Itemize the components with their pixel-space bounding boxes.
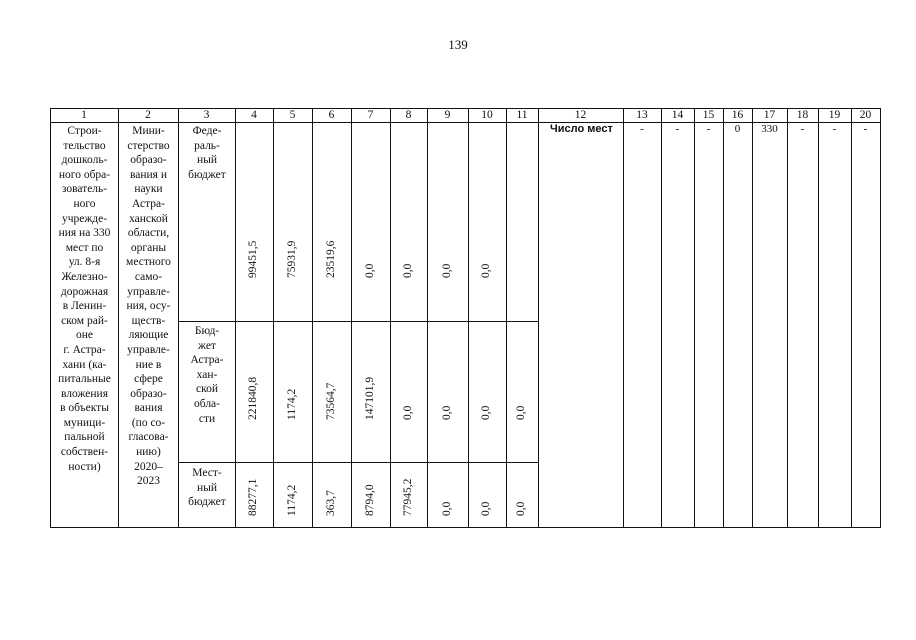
indicator-value: - [706,123,711,135]
indicator-value: - [800,123,805,135]
object-name [51,124,118,474]
page-number: 139 [448,37,468,52]
executor-line: области, [127,227,170,240]
object-name-line: оне [75,329,93,342]
budget-label-line: Мест- [192,467,222,479]
executor-line: само- [134,270,163,283]
budget-regional [179,324,235,426]
federal-value: 0,0 [480,263,492,278]
column-header: 3 [203,109,210,121]
executor-line: образо- [130,387,167,400]
executor-line: ние в [135,358,162,371]
budget-label-line: жет [198,339,216,352]
budget-label-line: бюджет [188,496,226,509]
indicator-value: - [640,123,644,135]
executor-line: ханской [129,212,168,225]
executor-line: Мини- [132,125,165,137]
indicator-label: Число мест [550,123,613,135]
object-name-line: ного обра- [58,168,111,181]
object-name-line: тельство [63,139,106,152]
regional-value: 0,0 [401,405,414,420]
budget-label-line: Бюд- [194,325,220,337]
column-header: 6 [328,109,335,121]
indicator-value: - [675,123,680,135]
local-value: 1174,2 [285,484,298,516]
regional-value: 0,0 [480,405,492,420]
regional-value: 147101,9 [363,376,376,420]
object-name-line: ния на 330 [58,227,111,240]
object-name-line: хани (ка- [62,358,107,371]
column-header: 14 [671,109,684,121]
local-value: 0,0 [515,501,527,516]
budget-label-line: ный [196,154,218,167]
responsible-executor [119,124,178,489]
column-header: 20 [859,109,872,121]
column-header: 2 [145,109,151,121]
local-value: 363,7 [324,490,337,516]
object-name-line: учрежде- [61,212,108,225]
regional-value: 1174,2 [285,388,298,420]
regional-value: 0,0 [440,405,453,420]
executor-line: местного [126,256,171,269]
executor-line: науки [134,183,163,196]
budget-label-line: сти [198,412,216,425]
executor-line: нию) [136,446,161,459]
executor-line: Астра- [132,197,165,210]
object-name-line: в объекты [60,402,109,415]
budget-label-line: Астра- [190,354,224,367]
object-name-line: ности) [68,460,101,473]
executor-line: гласова- [128,431,169,444]
column-header: 11 [516,109,528,121]
executor-line: органы [130,241,167,254]
object-name-line: муници- [63,416,106,429]
column-header: 16 [731,109,744,121]
budget-local [179,466,235,510]
indicator-value: - [832,123,837,135]
object-name-line: ул. 8-я [68,256,101,269]
column-header: 4 [251,109,257,121]
column-header: 15 [702,109,715,121]
column-header: 1 [81,109,87,121]
executor-line: ществ- [131,314,166,327]
object-name-line: ного [73,197,96,210]
object-name-line: вложения [61,387,108,400]
object-name-line: зователь- [61,183,108,196]
object-name-line: Строи- [67,125,102,137]
executor-line: вания [134,402,163,415]
budget-label-line: обла- [194,397,220,410]
column-header: 18 [796,109,809,121]
executor-line: стерство [127,139,170,152]
executor-line: 2020– [134,460,163,473]
budget-label-line: бюджет [188,168,226,181]
indicator-value: 0 [734,123,741,135]
regional-value: 221840,8 [247,376,259,420]
column-header: 5 [289,109,296,121]
federal-value: 0,0 [401,263,414,278]
column-header: 13 [636,109,648,121]
object-name-line: дорожная [60,285,109,298]
budget-label-line: ный [196,481,218,494]
object-name-line: питальные [58,373,111,386]
column-header: 12 [574,109,587,121]
object-name-line: в Ленин- [62,300,107,313]
column-header: 9 [444,109,451,121]
regional-value: 0,0 [515,405,527,420]
local-value: 0,0 [480,501,492,516]
local-value: 88277,1 [247,478,259,516]
executor-line: управле- [127,285,170,298]
federal-value: 23519,6 [324,240,337,278]
federal-value: 0,0 [363,263,376,278]
column-header: 19 [828,109,841,121]
budget-label-line: ской [195,383,218,396]
executor-line: (по со- [131,416,166,429]
indicator-value: 330 [761,123,778,135]
local-value: 77945,2 [401,478,414,516]
budget-label-line: Феде- [192,125,222,137]
column-header: 7 [367,109,374,121]
executor-line: вания и [129,168,167,181]
object-name-line: г. Астра- [63,343,106,356]
object-name-line: ском рай- [61,314,108,327]
object-name-line: пальной [64,431,105,444]
federal-value: 75931,9 [285,240,298,278]
column-header: 17 [763,109,776,121]
local-value: 0,0 [440,501,453,516]
budget-label-line: хан- [196,368,218,381]
budget-label-line: раль- [194,139,220,152]
federal-value: 99451,5 [247,240,259,278]
indicator-value: - [863,123,868,135]
executor-line: 2023 [137,475,160,488]
object-name-line: собствен- [60,446,109,459]
column-header: 10 [481,109,493,121]
executor-line: ляющие [128,329,169,342]
object-name-line: дошколь- [61,154,108,167]
executor-line: образо- [130,154,167,167]
local-value: 8794,0 [363,484,376,516]
executor-line: управле- [127,343,170,356]
federal-value: 0,0 [440,263,453,278]
executor-line: сфере [134,373,163,386]
object-name-line: мест по [65,241,104,254]
executor-line: ния, осу- [126,300,171,313]
regional-value: 73564,7 [324,382,337,420]
column-header: 8 [405,109,412,121]
object-name-line: Железно- [61,270,108,283]
budget-federal [179,124,235,182]
